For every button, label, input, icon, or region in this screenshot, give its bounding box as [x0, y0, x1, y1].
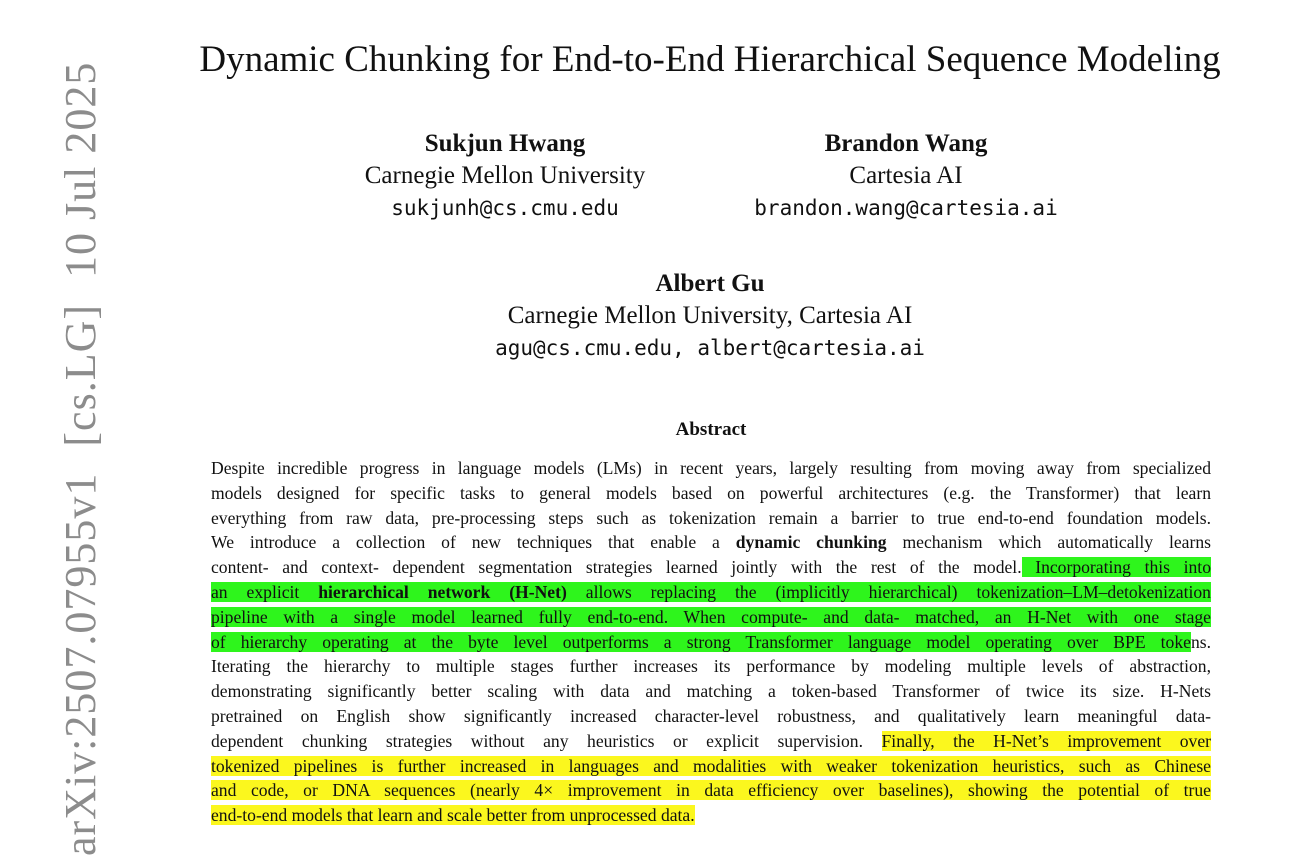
abstract-text: models designed for specific tasks to general models based on powerful architectures (e.g. the Transformer) that learn: [211, 482, 1211, 503]
abstract-line: [211, 456, 1211, 481]
abstract-text: We introduce a collection of new techniques that enable a: [211, 532, 736, 553]
abstract-line: [211, 630, 1211, 655]
abstract-text: content- and context- dependent segmentation strategies learned jointly with the rest of the model.: [211, 557, 1022, 578]
abstract-text: mechanism which automatically learns: [886, 532, 1211, 553]
author-name: Brandon Wang: [824, 130, 988, 157]
abstract-text: pretrained on English show significantly increased character-level robustness, and qualitatively learn meaningful data-: [211, 705, 1211, 726]
abstract-line: [211, 704, 1211, 729]
abstract-text: Despite incredible progress in language models (LMs) in recent years, largely resulting from moving away from specialized: [211, 458, 1211, 478]
author-email[interactable]: agu@cs.cmu.edu, albert@cartesia.ai: [495, 336, 925, 360]
author-affiliation: Carnegie Mellon University, Cartesia AI: [507, 302, 913, 329]
yellow-highlight: and code, or DNA sequences (nearly 4× improvement in data efficiency over baselines), showing the potential of true: [211, 780, 1211, 801]
green-highlight: allows replacing the (implicitly hierarchical) tokenization–LM–detokenization: [566, 581, 1211, 602]
abstract-body: [211, 456, 1211, 828]
abstract-line: [211, 803, 1211, 828]
arxiv-stamp-text: [55, 62, 106, 856]
abstract-text: demonstrating significantly better scaling with data and matching a token-based Transformer of twice its size. H-Nets: [211, 681, 1211, 702]
green-highlight: an explicit: [211, 581, 319, 602]
author-block-2: [720, 128, 1092, 224]
paper-title: Dynamic Chunking for End-to-End Hierarchical Sequence Modeling: [199, 39, 1221, 80]
green-highlight: Incorporating this into: [1021, 557, 1211, 578]
green-highlight: pipeline with a single model learned fully end-to-end. When compute- and data- matched, an H-Net with one stage: [211, 606, 1211, 627]
abstract-line: [211, 580, 1211, 605]
abstract-line: [211, 481, 1211, 506]
abstract-line: [211, 555, 1211, 580]
abstract-line: [211, 679, 1211, 704]
yellow-highlight: end-to-end models that learn and scale better from unprocessed data.: [211, 805, 695, 826]
author-email[interactable]: brandon.wang@cartesia.ai: [754, 196, 1058, 220]
abstract-text: everything from raw data, pre-processing steps such as tokenization remain a barrier to true end-to-end foundation models.: [211, 507, 1211, 528]
abstract-text: dependent chunking strategies without any heuristics or explicit supervision.: [211, 730, 882, 751]
abstract-line: [211, 530, 1211, 555]
arxiv-id: arXiv:2507.07955v1: [56, 472, 105, 856]
arxiv-category: [cs.LG]: [56, 303, 105, 447]
abstract-line: [211, 654, 1211, 679]
author-name: Albert Gu: [655, 270, 765, 297]
yellow-highlight: tokenized pipelines is further increased in languages and modalities with weaker tokenization heuristics, such as Chinese: [211, 755, 1211, 776]
green-highlight-bold-term: hierarchical network (H-Net): [318, 581, 567, 602]
arxiv-sidebar-stamp: [10, 0, 105, 861]
author-affiliation: Cartesia AI: [849, 162, 963, 189]
bold-term: dynamic chunking: [735, 532, 887, 553]
yellow-highlight: Finally, the H-Net’s improvement over: [881, 730, 1212, 751]
abstract-text: ns.: [1190, 631, 1211, 652]
green-highlight: of hierarchy operating at the byte level outperforms a strong Transformer language model operating over BPE toke: [211, 631, 1191, 652]
abstract-text: Iterating the hierarchy to multiple stages further increases its performance by modeling multiple levels of abstraction,: [211, 656, 1211, 677]
author-block-1: [335, 128, 675, 224]
abstract-line: [211, 506, 1211, 531]
abstract-line: [211, 729, 1211, 754]
arxiv-date: 10 Jul 2025: [56, 61, 105, 278]
abstract-line: [211, 754, 1211, 779]
abstract-line: [211, 605, 1211, 630]
author-name: Sukjun Hwang: [424, 130, 586, 157]
author-affiliation: Carnegie Mellon University: [364, 162, 646, 189]
author-email[interactable]: sukjunh@cs.cmu.edu: [391, 196, 619, 220]
abstract-line: [211, 778, 1211, 803]
abstract-heading: Abstract: [675, 419, 747, 440]
author-block-3: [410, 268, 1010, 364]
